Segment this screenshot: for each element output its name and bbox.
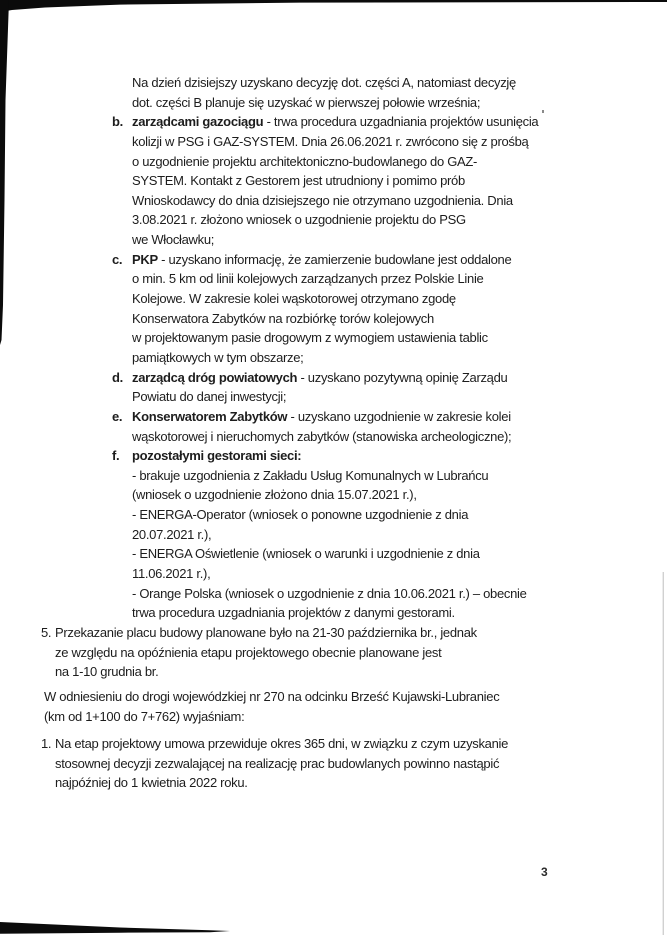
text-run: Przekazanie placu budowy planowane było na 21-30 października br., jednak [55, 624, 477, 640]
text-line [132, 171, 667, 191]
text-line [132, 132, 667, 152]
list-item [0, 250, 667, 368]
text-run: kolizji w PSG i GAZ-SYSTEM. Dnia 26.06.2021 r. zwrócono się z prośbą [132, 133, 529, 149]
text-run: ze względu na opóźnienia etapu projektowego obecnie planowane jest [55, 644, 442, 660]
text-line [55, 754, 667, 774]
text-line [44, 707, 667, 727]
list-marker: f. [112, 448, 120, 464]
list-item [0, 734, 667, 793]
text-line [132, 505, 667, 525]
bold-text-run: zarządcami gazociągu [132, 114, 264, 130]
text-run: najpóźniej do 1 kwietnia 2022 roku. [55, 775, 248, 791]
text-line [132, 544, 667, 564]
text-line [132, 269, 667, 289]
text-line [132, 427, 667, 447]
text-run: pamiątkowych w tym obszarze; [132, 349, 304, 365]
list-item [0, 368, 667, 407]
list-item [0, 623, 667, 682]
text-line [55, 643, 667, 663]
text-run: 11.06.2021 r.), [132, 566, 211, 582]
list-marker: d. [112, 369, 123, 385]
list-item [0, 112, 667, 249]
text-run: dot. części B planuje się uzyskać w pierwszej połowie września; [132, 94, 481, 110]
text-run: 20.07.2021 r.), [132, 526, 212, 542]
text-run: - ENERGA-Operator (wniosek o ponowne uzgodnienie z dnia [132, 507, 469, 523]
text-run: Powiatu do danej inwestycji; [132, 389, 287, 405]
text-line [132, 485, 667, 505]
text-run: stosownej decyzji zezwalającej na realizację prac budowlanych powinno nastąpić [55, 755, 500, 771]
text-run: Kolejowe. W zakresie kolei wąskotorowej otrzymano zgodę [132, 291, 456, 307]
text-line [132, 230, 667, 250]
text-line [132, 328, 667, 348]
page-number: 3 [541, 865, 548, 879]
text-run: Wnioskodawcy do dnia dzisiejszego nie otrzymano uzgodnienia. Dnia [132, 192, 513, 208]
text-line [132, 584, 667, 604]
text-line [132, 466, 667, 486]
text-run: w projektowanym pasie drogowym z wymogiem ustawienia tablic [132, 330, 488, 346]
text-run: 3.08.2021 r. złożono wniosek o uzgodnienie projektu do PSG [132, 212, 466, 228]
text-run: Konserwatora Zabytków na rozbiórkę torów kolejowych [132, 310, 434, 326]
text-run: - trwa procedura uzgadniania projektów usunięcia [263, 114, 539, 130]
list-marker: c. [112, 251, 123, 267]
text-line [132, 289, 667, 309]
list-marker: b. [112, 114, 123, 130]
text-run: (wniosek o uzgodnienie złożono dnia 15.07.2021 r.), [132, 487, 417, 503]
bold-text-run: pozostałymi gestorami sieci: [132, 448, 302, 464]
text-run: SYSTEM. Kontakt z Gestorem jest utrudniony i pomimo prób [132, 173, 465, 189]
text-line [132, 387, 667, 407]
text-run: (km od 1+100 do 7+762) wyjaśniam: [44, 708, 245, 724]
text-line [44, 687, 667, 707]
list-item-continuation [0, 73, 667, 112]
text-line [132, 210, 667, 230]
text-line [55, 773, 667, 793]
bold-text-run: Konserwatorem Zabytków [132, 408, 288, 424]
text-run: o uzgodnienie projektu architektoniczno-budowlanego do GAZ- [132, 153, 478, 169]
text-run: - Orange Polska (wniosek o uzgodnienie z dnia 10.06.2021 r.) – obecnie [132, 585, 527, 601]
list-marker: e. [112, 408, 123, 424]
bold-text-run: PKP [132, 251, 158, 267]
text-line [132, 191, 667, 211]
text-run: - uzyskano pozytywną opinię Zarządu [297, 369, 508, 385]
text-line [132, 250, 667, 270]
text-run: o min. 5 km od linii kolejowych zarządzanych przez Polskie Linie [132, 271, 484, 287]
list-item [0, 446, 667, 623]
text-line [132, 152, 667, 172]
list-item [0, 407, 667, 446]
text-run: trwa procedura uzgadniania projektów z danymi gestorami. [132, 605, 455, 621]
text-line [132, 93, 667, 113]
text-run: na 1-10 grudnia br. [55, 664, 159, 680]
text-line [132, 525, 667, 545]
text-line [132, 73, 667, 93]
text-run: Na dzień dzisiejszy uzyskano decyzję dot. części A, natomiast decyzję [132, 75, 516, 90]
text-run: W odniesieniu do drogi wojewódzkiej nr 270 na odcinku Brześć Kujawski-Lubraniec [44, 688, 500, 704]
text-line [132, 368, 667, 388]
text-line [132, 603, 667, 623]
text-run: Na etap projektowy umowa przewiduje okres 365 dni, w związku z czym uzyskanie [55, 736, 509, 752]
list-marker: 5. [41, 624, 52, 640]
scan-artifact-bottom-wedge [0, 922, 230, 934]
text-line [132, 348, 667, 368]
text-line [132, 407, 667, 427]
scan-artifact-top-edge [0, 0, 667, 12]
text-line [132, 309, 667, 329]
text-run: - uzyskano uzgodnienie w zakresie kolei [287, 408, 511, 424]
text-line [132, 446, 667, 466]
text-line [55, 623, 667, 643]
document-blocks [0, 73, 667, 793]
text-line [55, 734, 667, 754]
text-line [132, 112, 667, 132]
paragraph [0, 687, 667, 726]
bold-text-run: zarządcą dróg powiatowych [132, 369, 298, 385]
text-run: - ENERGA Oświetlenie (wniosek o warunki i uzgodnienie z dnia [132, 546, 480, 562]
list-marker: 1. [41, 736, 52, 752]
text-run: we Włocławku; [132, 232, 215, 248]
text-line [55, 662, 667, 682]
text-run: - brakuje uzgodnienia z Zakładu Usług Komunalnych w Lubrańcu [132, 467, 489, 483]
text-line [132, 564, 667, 584]
text-run: wąskotorowej i nieruchomych zabytków (stanowiska archeologiczne); [132, 428, 512, 444]
text-run: - uzyskano informację, że zamierzenie budowlane jest oddalone [157, 251, 512, 267]
